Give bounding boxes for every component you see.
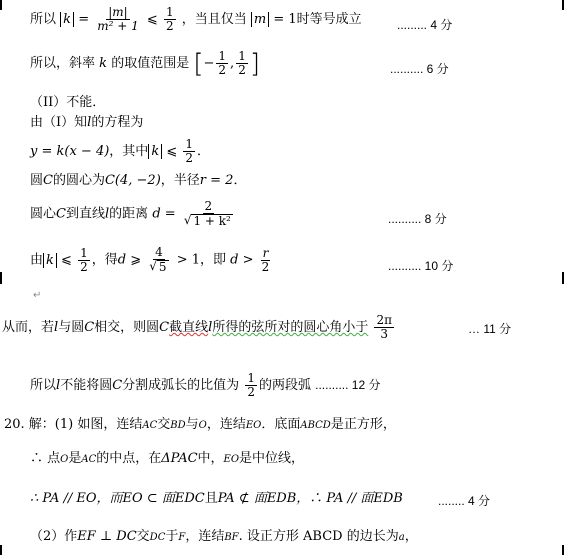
- abs-k: k: [43, 253, 57, 268]
- var-c: C: [43, 173, 53, 188]
- text: 中，: [197, 451, 224, 466]
- corner-mark-tr: [562, 0, 564, 10]
- line-4: [30, 114, 143, 132]
- text: ，连结: [206, 417, 246, 432]
- text: 相交，则圆: [94, 320, 160, 335]
- ge-sign: ⩾: [130, 252, 142, 268]
- var-f: F: [178, 532, 186, 543]
- text: 的方程为: [91, 115, 144, 130]
- corner-mark-mr: [562, 272, 564, 284]
- corner-mark-bl: [0, 545, 2, 555]
- triangle-pac: ΔPAC: [161, 451, 198, 466]
- center-point: C(4, −2): [104, 173, 161, 188]
- fraction-half: $\frac{1}{2}$: [185, 137, 194, 165]
- score-4: ......... 4 分: [397, 18, 453, 32]
- var-l: l: [56, 378, 61, 393]
- var-o: O: [198, 420, 207, 431]
- var-c: C: [84, 320, 95, 335]
- text: = 1时等号成立: [273, 12, 362, 27]
- fraction-half: $\frac{1}{2}$: [165, 5, 174, 33]
- text: 交: [157, 417, 171, 432]
- text: 分割成弧长的比值为: [122, 378, 240, 393]
- text: 的距离: [109, 206, 149, 222]
- text: 所以: [30, 378, 57, 393]
- var-a: a: [398, 532, 405, 543]
- expr: EO ⊂ 面EDC: [122, 491, 205, 506]
- fraction-2pi-3: $\frac{2\pi}{3}$: [376, 313, 392, 341]
- score-10: .......... 10 分: [388, 259, 454, 273]
- line-12: [30, 450, 304, 469]
- corner-mark-tl: [0, 0, 2, 10]
- text: 所得的弦所对的圆心角小于: [212, 320, 369, 335]
- text: 圆: [30, 173, 44, 188]
- text: 交: [136, 529, 150, 544]
- text: 于: [165, 529, 179, 544]
- fraction-m: $\frac{|m|}{\text{m² + 1}}$: [97, 5, 139, 33]
- var-c: C: [159, 320, 170, 335]
- line-7: [30, 200, 237, 228]
- line-14: [30, 528, 418, 547]
- line-1: [30, 6, 362, 33]
- text: ，其中: [109, 144, 149, 159]
- text: ，连结: [185, 529, 225, 544]
- text: 从而，若: [2, 320, 55, 335]
- score-6: .......... 6 分: [390, 62, 449, 76]
- fraction-a: $\frac{1}{2}$: [218, 49, 227, 77]
- text: 是: [68, 451, 82, 466]
- bracket-left: [: [193, 48, 204, 79]
- line-2: 所以，斜率 k 的取值范围是 [− $\frac{1}{2}$ , $\frac{1}{2}$ ]: [30, 48, 260, 79]
- var-o: O: [60, 454, 69, 465]
- abs-k: k: [60, 12, 74, 27]
- expr: ，∴ PA // 面EDB: [296, 491, 403, 506]
- score-11: … 11 分: [468, 322, 512, 336]
- text: ，半径: [160, 173, 200, 188]
- fraction-four-root5: 4 √ 5: [149, 245, 167, 274]
- text: 与圆: [58, 320, 85, 335]
- score-12: .......... 12 分: [315, 378, 381, 392]
- text: 由: [30, 252, 44, 268]
- line-10: [30, 372, 380, 399]
- var-l: l: [104, 206, 110, 222]
- text: 是正方形，: [330, 417, 396, 432]
- var-k: k: [99, 56, 108, 71]
- equals: =: [78, 12, 90, 27]
- line-3: [30, 94, 105, 112]
- abs-k: k: [148, 144, 162, 159]
- le-sign: ⩽: [146, 12, 158, 27]
- var-c: C: [112, 378, 123, 393]
- text: 是中位线，: [239, 451, 305, 466]
- var-ac: AC: [81, 454, 97, 465]
- fraction-half: $\frac{1}{2}$: [80, 245, 88, 274]
- text: ∴ PA // EO，而: [30, 491, 123, 506]
- text: 到直线: [65, 206, 105, 222]
- text: ，得: [91, 252, 118, 268]
- score-4b: ........ 4 分: [438, 494, 491, 508]
- text: ．: [197, 144, 211, 159]
- text: 的中点，在: [96, 451, 162, 466]
- var-bf: BF: [224, 532, 239, 543]
- fraction-distance: 2 √ 1 + k²: [183, 199, 231, 228]
- radius: r = 2: [199, 173, 234, 188]
- var-dc: DC: [149, 532, 166, 543]
- text: 且: [204, 491, 218, 506]
- text: 由（I）知: [30, 115, 88, 130]
- le-sign: ⩽: [61, 252, 72, 268]
- var-l: l: [54, 320, 59, 335]
- text: 20. 解：(1) 如图，连结: [4, 417, 143, 432]
- line-5: [30, 138, 210, 165]
- text: 的取值范围是: [111, 56, 190, 71]
- text: 不能将圆: [60, 378, 113, 393]
- var-abcd: ABCD: [300, 420, 331, 431]
- distance-d: d =: [152, 206, 176, 222]
- line-11: [4, 416, 396, 435]
- sqrt: √ 5: [149, 259, 167, 274]
- expr: EF ⊥ DC: [77, 529, 137, 544]
- var-d: d: [117, 252, 127, 268]
- text: 圆心: [30, 206, 57, 222]
- fraction-r2: $\frac{r}{2}$: [261, 245, 270, 274]
- le-sign: ⩽: [166, 144, 178, 159]
- equation: y = k(x − 4): [30, 144, 110, 159]
- text: ，: [404, 529, 418, 544]
- text: （II）不能．: [30, 95, 106, 110]
- var-l: l: [208, 320, 213, 335]
- text: （2）作: [30, 529, 78, 544]
- var-ac: AC: [142, 420, 158, 431]
- var-d: d >: [230, 252, 254, 268]
- var-eo: EO: [245, 420, 262, 431]
- var-l: l: [87, 115, 92, 130]
- text: ，当且仅当: [181, 12, 247, 27]
- text: 所以，斜率: [30, 56, 96, 71]
- text: 所以: [30, 12, 57, 27]
- sqrt: √ 1 + k²: [183, 213, 231, 228]
- bracket-right: ]: [249, 48, 260, 79]
- expr: PA ⊄ 面EDB: [217, 491, 297, 506]
- fraction-b: $\frac{1}{2}$: [238, 49, 246, 77]
- abs-m: m: [251, 12, 269, 27]
- line-13: [30, 490, 403, 508]
- text: 的圆心为: [52, 173, 105, 188]
- text: > 1，即: [176, 252, 226, 268]
- var-c: C: [56, 206, 66, 222]
- text: 与: [185, 417, 199, 432]
- score-8: .......... 8 分: [388, 212, 447, 226]
- line-6: [30, 172, 246, 190]
- text: ．底面: [261, 417, 301, 432]
- var-eo: EO: [223, 454, 240, 465]
- text: 的两段弧: [258, 378, 311, 393]
- var-bd: BD: [170, 420, 186, 431]
- text: ．: [233, 173, 247, 188]
- text: . 设正方形 ABCD 的边长为: [238, 529, 399, 544]
- return-mark: ↵: [33, 290, 42, 301]
- corner-mark-br: [562, 545, 564, 555]
- text: ∴ 点: [30, 451, 61, 466]
- text: 截直线: [169, 320, 209, 335]
- line-9: [2, 314, 396, 341]
- corner-mark-ml: [0, 272, 2, 284]
- fraction-half: $\frac{1}{2}$: [247, 371, 255, 399]
- line-8: [30, 246, 273, 274]
